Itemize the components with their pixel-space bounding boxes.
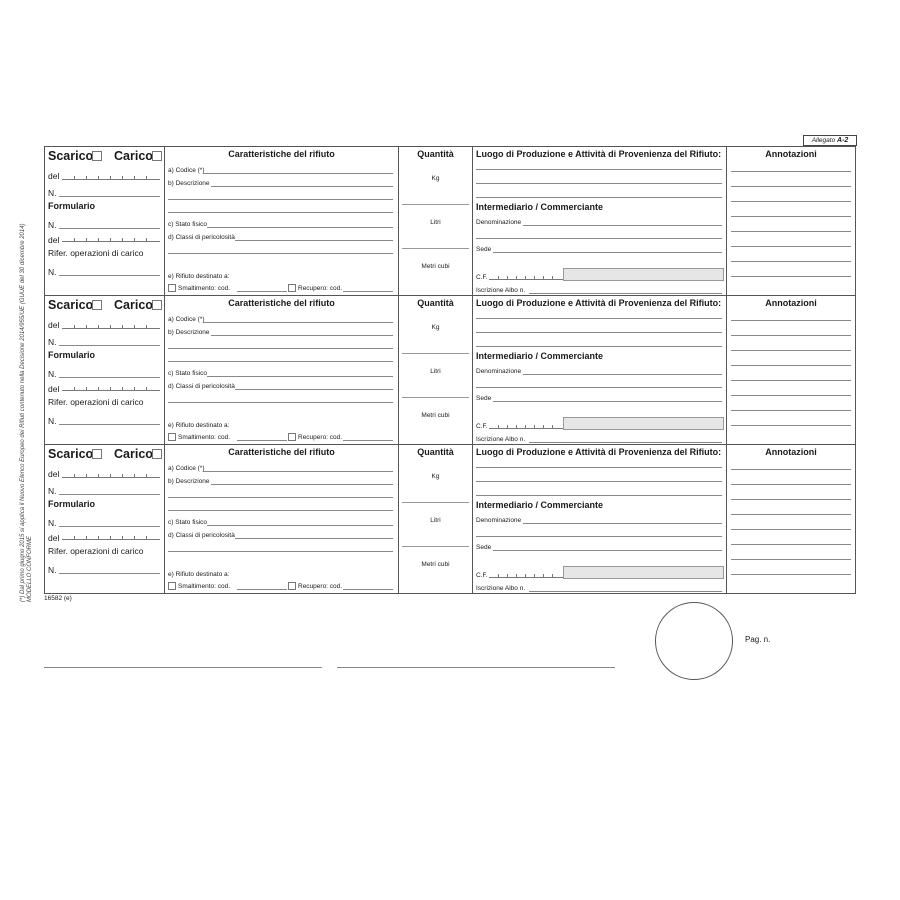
recupero-label: Recupero: cod. bbox=[298, 285, 343, 292]
descrizione-line-2[interactable] bbox=[168, 348, 393, 349]
annotazioni-column bbox=[727, 445, 855, 593]
annotazioni-line[interactable] bbox=[731, 395, 851, 396]
descrizione-label: b) Descrizione bbox=[168, 478, 210, 485]
quantita-column bbox=[399, 445, 473, 593]
smaltimento-label: Smaltimento: cod. bbox=[178, 434, 231, 441]
annotazioni-line[interactable] bbox=[731, 410, 851, 411]
annotazioni-line[interactable] bbox=[731, 350, 851, 351]
rifer-n-label: N. bbox=[48, 267, 57, 277]
n-label: N. bbox=[48, 337, 57, 347]
smaltimento-checkbox[interactable] bbox=[168, 284, 176, 292]
formulario-del-label: del bbox=[48, 533, 60, 543]
litri-separator bbox=[402, 397, 469, 398]
classi-label: d) Classi di pericolosità bbox=[168, 532, 235, 539]
kg-separator bbox=[402, 204, 469, 205]
cf-shaded-field[interactable] bbox=[563, 417, 724, 430]
cf-label: C.F. bbox=[476, 572, 488, 579]
classi-line-2[interactable] bbox=[168, 253, 393, 254]
scarico-checkbox[interactable] bbox=[92, 300, 102, 310]
page-number-label: Pag. n. bbox=[745, 635, 771, 644]
descrizione-line-3[interactable] bbox=[168, 361, 393, 362]
sede-label: Sede bbox=[476, 395, 492, 402]
carico-label: Carico bbox=[114, 447, 153, 461]
luogo-line-2[interactable] bbox=[476, 481, 722, 482]
smaltimento-field[interactable] bbox=[237, 440, 287, 441]
n-field[interactable] bbox=[59, 345, 160, 346]
classi-line-2[interactable] bbox=[168, 551, 393, 552]
formulario-date-field[interactable] bbox=[62, 531, 160, 540]
codice-field[interactable] bbox=[203, 322, 393, 323]
rifer-n-field[interactable] bbox=[59, 275, 160, 276]
luogo-line-3[interactable] bbox=[476, 197, 722, 198]
annotazioni-title: Annotazioni bbox=[765, 447, 817, 457]
register-entry-1 bbox=[45, 147, 855, 296]
sede-field[interactable] bbox=[493, 550, 722, 551]
descrizione-label: b) Descrizione bbox=[168, 329, 210, 336]
annotazioni-line[interactable] bbox=[731, 276, 851, 277]
formulario-label: Formulario bbox=[48, 201, 96, 211]
formulario-n-field[interactable] bbox=[59, 377, 160, 378]
stamp-circle bbox=[655, 602, 733, 680]
cf-shaded-field[interactable] bbox=[563, 268, 724, 281]
classi-label: d) Classi di pericolosità bbox=[168, 383, 235, 390]
rifer-n-label: N. bbox=[48, 565, 57, 575]
cf-label: C.F. bbox=[476, 274, 488, 281]
rifer-label: Rifer. operazioni di carico bbox=[48, 546, 144, 556]
smaltimento-checkbox[interactable] bbox=[168, 433, 176, 441]
iscrizione-field[interactable] bbox=[529, 442, 722, 443]
luogo-column bbox=[473, 147, 727, 295]
side-note-modello: MODELLO CONFORME bbox=[27, 535, 33, 602]
carico-checkbox[interactable] bbox=[152, 151, 162, 161]
caratteristiche-column bbox=[165, 147, 399, 295]
formulario-n-label: N. bbox=[48, 518, 57, 528]
sede-field[interactable] bbox=[493, 252, 722, 253]
caratteristiche-title: Caratteristiche del rifiuto bbox=[228, 447, 335, 457]
luogo-title: Luogo di Produzione e Attività di Provenienza del Rifiuto: bbox=[476, 447, 722, 457]
quantita-title: Quantità bbox=[417, 149, 454, 159]
annotazioni-line[interactable] bbox=[731, 365, 851, 366]
carico-checkbox[interactable] bbox=[152, 449, 162, 459]
n-label: N. bbox=[48, 486, 57, 496]
rifer-n-label: N. bbox=[48, 416, 57, 426]
kg-separator bbox=[402, 353, 469, 354]
denominazione-label: Denominazione bbox=[476, 517, 522, 524]
annotazioni-line[interactable] bbox=[731, 201, 851, 202]
signature-line-1[interactable] bbox=[44, 667, 322, 668]
annotazioni-line[interactable] bbox=[731, 380, 851, 381]
n-field[interactable] bbox=[59, 494, 160, 495]
quantita-column bbox=[399, 147, 473, 295]
annotazioni-line[interactable] bbox=[731, 231, 851, 232]
luogo-line-3[interactable] bbox=[476, 346, 722, 347]
recupero-field[interactable] bbox=[343, 589, 393, 590]
formulario-n-label: N. bbox=[48, 220, 57, 230]
smaltimento-checkbox[interactable] bbox=[168, 582, 176, 590]
recupero-label: Recupero: cod. bbox=[298, 434, 343, 441]
destinato-label: e) Rifiuto destinato a: bbox=[168, 571, 230, 578]
annotazioni-line[interactable] bbox=[731, 246, 851, 247]
litri-label: Litri bbox=[430, 219, 441, 226]
litri-separator bbox=[402, 248, 469, 249]
del-date-field[interactable] bbox=[62, 171, 160, 180]
codice-label: a) Codice (*) bbox=[168, 167, 205, 174]
del-date-field[interactable] bbox=[62, 469, 160, 478]
del-label: del bbox=[48, 469, 60, 479]
annotazioni-line[interactable] bbox=[731, 544, 851, 545]
carico-label: Carico bbox=[114, 149, 153, 163]
luogo-line-1[interactable] bbox=[476, 318, 722, 319]
n-field[interactable] bbox=[59, 196, 160, 197]
formulario-n-label: N. bbox=[48, 369, 57, 379]
smaltimento-label: Smaltimento: cod. bbox=[178, 285, 231, 292]
recupero-checkbox[interactable] bbox=[288, 433, 296, 441]
caratteristiche-title: Caratteristiche del rifiuto bbox=[228, 149, 335, 159]
formulario-date-field[interactable] bbox=[62, 382, 160, 391]
stato-fisico-field[interactable] bbox=[207, 376, 393, 377]
operation-column bbox=[45, 147, 165, 295]
side-note-legal: (*) Dal primo giugno 2015 si applica il Nuovo Elenco Europeo dei Rifiuti contenuto nella Decisione 2014/955/UE (GUUE del 30 dicembre 2014) bbox=[20, 223, 26, 602]
codice-label: a) Codice (*) bbox=[168, 316, 205, 323]
luogo-column bbox=[473, 445, 727, 593]
denominazione-line-2[interactable] bbox=[476, 536, 722, 537]
denominazione-line-2[interactable] bbox=[476, 238, 722, 239]
annotazioni-title: Annotazioni bbox=[765, 298, 817, 308]
operation-column bbox=[45, 445, 165, 593]
cf-field[interactable] bbox=[489, 271, 563, 280]
classi-field[interactable] bbox=[235, 538, 393, 539]
iscrizione-label: Iscrizione Albo n. bbox=[476, 287, 526, 294]
descrizione-field[interactable] bbox=[211, 484, 393, 485]
denominazione-label: Denominazione bbox=[476, 368, 522, 375]
recupero-label: Recupero: cod. bbox=[298, 583, 343, 590]
caratteristiche-title: Caratteristiche del rifiuto bbox=[228, 298, 335, 308]
litri-label: Litri bbox=[430, 517, 441, 524]
form-code: 16582 (e) bbox=[44, 595, 72, 602]
intermediario-title: Intermediario / Commerciante bbox=[476, 202, 604, 212]
caratteristiche-column bbox=[165, 445, 399, 593]
annotazioni-line[interactable] bbox=[731, 484, 851, 485]
luogo-line-3[interactable] bbox=[476, 495, 722, 496]
luogo-line-1[interactable] bbox=[476, 169, 722, 170]
sede-label: Sede bbox=[476, 246, 492, 253]
luogo-line-2[interactable] bbox=[476, 332, 722, 333]
descrizione-label: b) Descrizione bbox=[168, 180, 210, 187]
luogo-column bbox=[473, 296, 727, 444]
stato-fisico-field[interactable] bbox=[207, 525, 393, 526]
formulario-n-field[interactable] bbox=[59, 228, 160, 229]
formulario-date-field[interactable] bbox=[62, 233, 160, 242]
formulario-label: Formulario bbox=[48, 499, 96, 509]
recupero-field[interactable] bbox=[343, 291, 393, 292]
classi-label: d) Classi di pericolosità bbox=[168, 234, 235, 241]
annotazioni-column bbox=[727, 147, 855, 295]
annotazioni-line[interactable] bbox=[731, 514, 851, 515]
annotazioni-line[interactable] bbox=[731, 499, 851, 500]
annotazioni-line[interactable] bbox=[731, 216, 851, 217]
rifer-label: Rifer. operazioni di carico bbox=[48, 248, 144, 258]
del-label: del bbox=[48, 171, 60, 181]
recupero-field[interactable] bbox=[343, 440, 393, 441]
scarico-checkbox[interactable] bbox=[92, 449, 102, 459]
descrizione-line-2[interactable] bbox=[168, 199, 393, 200]
descrizione-field[interactable] bbox=[211, 186, 393, 187]
iscrizione-label: Iscrizione Albo n. bbox=[476, 585, 526, 592]
annotazioni-line[interactable] bbox=[731, 335, 851, 336]
formulario-del-label: del bbox=[48, 235, 60, 245]
kg-label: Kg bbox=[431, 473, 440, 480]
allegato-prefix: Allegato bbox=[811, 137, 836, 144]
luogo-title: Luogo di Produzione e Attività di Provenienza del Rifiuto: bbox=[476, 298, 722, 308]
scarico-checkbox[interactable] bbox=[92, 151, 102, 161]
register-form bbox=[44, 146, 856, 594]
stato-fisico-label: c) Stato fisico bbox=[168, 221, 208, 228]
codice-label: a) Codice (*) bbox=[168, 465, 205, 472]
formulario-label: Formulario bbox=[48, 350, 96, 360]
allegato-label bbox=[803, 135, 857, 146]
annotazioni-line[interactable] bbox=[731, 574, 851, 575]
allegato-code: A-2 bbox=[837, 137, 849, 144]
caratteristiche-column bbox=[165, 296, 399, 444]
register-entry-3 bbox=[45, 445, 855, 593]
signature-line-2[interactable] bbox=[337, 667, 615, 668]
formulario-del-label: del bbox=[48, 384, 60, 394]
metri-cubi-label: Metri cubi bbox=[421, 561, 450, 568]
formulario-n-field[interactable] bbox=[59, 526, 160, 527]
recupero-checkbox[interactable] bbox=[288, 284, 296, 292]
classi-line-2[interactable] bbox=[168, 402, 393, 403]
carico-checkbox[interactable] bbox=[152, 300, 162, 310]
smaltimento-field[interactable] bbox=[237, 291, 287, 292]
iscrizione-field[interactable] bbox=[529, 293, 722, 294]
annotazioni-line[interactable] bbox=[731, 261, 851, 262]
annotazioni-line[interactable] bbox=[731, 320, 851, 321]
luogo-title: Luogo di Produzione e Attività di Provenienza del Rifiuto: bbox=[476, 149, 722, 159]
stato-fisico-label: c) Stato fisico bbox=[168, 370, 208, 377]
intermediario-title: Intermediario / Commerciante bbox=[476, 351, 604, 361]
n-label: N. bbox=[48, 188, 57, 198]
del-label: del bbox=[48, 320, 60, 330]
litri-label: Litri bbox=[430, 368, 441, 375]
annotazioni-line[interactable] bbox=[731, 529, 851, 530]
sede-label: Sede bbox=[476, 544, 492, 551]
destinato-label: e) Rifiuto destinato a: bbox=[168, 422, 230, 429]
intermediario-title: Intermediario / Commerciante bbox=[476, 500, 604, 510]
del-date-field[interactable] bbox=[62, 320, 160, 329]
codice-field[interactable] bbox=[203, 173, 393, 174]
litri-separator bbox=[402, 546, 469, 547]
luogo-line-1[interactable] bbox=[476, 467, 722, 468]
kg-separator bbox=[402, 502, 469, 503]
carico-label: Carico bbox=[114, 298, 153, 312]
sede-field[interactable] bbox=[493, 401, 722, 402]
descrizione-line-3[interactable] bbox=[168, 212, 393, 213]
denominazione-label: Denominazione bbox=[476, 219, 522, 226]
iscrizione-field[interactable] bbox=[529, 591, 722, 592]
annotazioni-column bbox=[727, 296, 855, 444]
denominazione-field[interactable] bbox=[523, 523, 722, 524]
annotazioni-line[interactable] bbox=[731, 559, 851, 560]
descrizione-field[interactable] bbox=[211, 335, 393, 336]
scarico-label: Scarico bbox=[48, 149, 94, 163]
classi-field[interactable] bbox=[235, 240, 393, 241]
rifer-label: Rifer. operazioni di carico bbox=[48, 397, 144, 407]
annotazioni-line[interactable] bbox=[731, 425, 851, 426]
scarico-label: Scarico bbox=[48, 298, 94, 312]
descrizione-line-2[interactable] bbox=[168, 497, 393, 498]
register-entry-2 bbox=[45, 296, 855, 445]
codice-field[interactable] bbox=[203, 471, 393, 472]
annotazioni-title: Annotazioni bbox=[765, 149, 817, 159]
denominazione-line-2[interactable] bbox=[476, 387, 722, 388]
descrizione-line-3[interactable] bbox=[168, 510, 393, 511]
cf-shaded-field[interactable] bbox=[563, 566, 724, 579]
luogo-line-2[interactable] bbox=[476, 183, 722, 184]
classi-field[interactable] bbox=[235, 389, 393, 390]
annotazioni-line[interactable] bbox=[731, 186, 851, 187]
destinato-label: e) Rifiuto destinato a: bbox=[168, 273, 230, 280]
quantita-column bbox=[399, 296, 473, 444]
annotazioni-line[interactable] bbox=[731, 469, 851, 470]
cf-field[interactable] bbox=[489, 569, 563, 578]
quantita-title: Quantità bbox=[417, 447, 454, 457]
denominazione-field[interactable] bbox=[523, 225, 722, 226]
kg-label: Kg bbox=[431, 175, 440, 182]
quantita-title: Quantità bbox=[417, 298, 454, 308]
metri-cubi-label: Metri cubi bbox=[421, 412, 450, 419]
annotazioni-line[interactable] bbox=[731, 171, 851, 172]
cf-field[interactable] bbox=[489, 420, 563, 429]
cf-label: C.F. bbox=[476, 423, 488, 430]
recupero-checkbox[interactable] bbox=[288, 582, 296, 590]
stato-fisico-field[interactable] bbox=[207, 227, 393, 228]
rifer-n-field[interactable] bbox=[59, 573, 160, 574]
kg-label: Kg bbox=[431, 324, 440, 331]
rifer-n-field[interactable] bbox=[59, 424, 160, 425]
side-note bbox=[20, 162, 34, 602]
smaltimento-label: Smaltimento: cod. bbox=[178, 583, 231, 590]
metri-cubi-label: Metri cubi bbox=[421, 263, 450, 270]
smaltimento-field[interactable] bbox=[237, 589, 287, 590]
iscrizione-label: Iscrizione Albo n. bbox=[476, 436, 526, 443]
scarico-label: Scarico bbox=[48, 447, 94, 461]
operation-column bbox=[45, 296, 165, 444]
denominazione-field[interactable] bbox=[523, 374, 722, 375]
stato-fisico-label: c) Stato fisico bbox=[168, 519, 208, 526]
